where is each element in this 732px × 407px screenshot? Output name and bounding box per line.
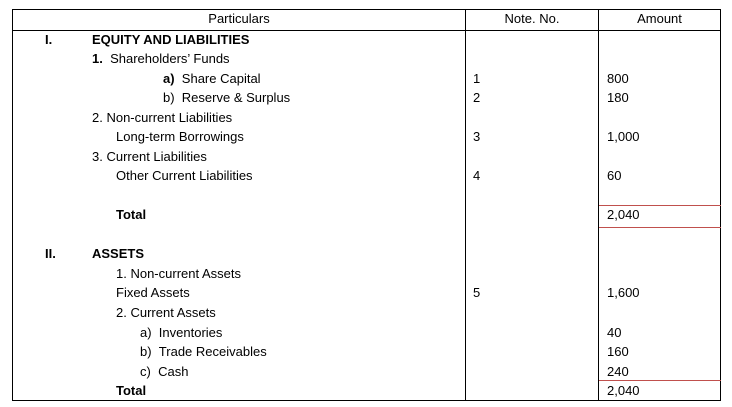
group-heading: 1. Non-current Assets [116, 266, 241, 281]
line-item-label: Other Current Liabilities [116, 168, 253, 183]
item-letter: b) [163, 90, 175, 105]
total-amount: 2,040 [607, 383, 640, 398]
line-item [140, 343, 267, 360]
total-amount: 2,040 [607, 207, 640, 222]
group-number: 1. [92, 51, 103, 66]
note-number: 4 [473, 168, 481, 183]
header-amount: Amount [637, 11, 682, 26]
group-label: Shareholders’ Funds [110, 51, 230, 66]
column-divider-note [465, 9, 466, 401]
item-letter: c) [140, 364, 151, 379]
section-roman-numeral: II. [45, 246, 56, 261]
section-roman-numeral: I. [45, 32, 53, 47]
item-label: Cash [158, 364, 189, 379]
table-left-border [12, 9, 13, 401]
header-particulars: Particulars [208, 11, 270, 26]
line-item [163, 70, 261, 87]
group-heading: 2. Current Assets [116, 305, 216, 320]
amount-value: 1,600 [607, 285, 640, 300]
total-label: Total [116, 383, 147, 398]
item-letter: b) [140, 344, 152, 359]
total-bottom-underline [599, 227, 721, 228]
item-label: Reserve & Surplus [181, 90, 291, 105]
amount-value: 180 [607, 90, 629, 105]
group-heading: 3. Current Liabilities [92, 149, 207, 164]
table-bottom-border [12, 400, 721, 401]
line-item [140, 324, 222, 341]
line-item [163, 89, 290, 106]
note-number: 2 [473, 90, 481, 105]
line-item [140, 363, 188, 380]
line-item-label: Long-term Borrowings [116, 129, 244, 144]
line-item-label: Fixed Assets [116, 285, 190, 300]
amount-value: 160 [607, 344, 629, 359]
item-label: Share Capital [181, 71, 261, 86]
group-heading [92, 50, 230, 67]
amount-value: 800 [607, 71, 629, 86]
amount-value: 240 [607, 364, 629, 379]
section-title: ASSETS [92, 246, 145, 261]
note-number: 1 [473, 71, 481, 86]
note-number: 3 [473, 129, 481, 144]
total-top-underline [599, 380, 721, 381]
item-letter: a) [163, 71, 175, 86]
amount-value: 40 [607, 325, 622, 340]
group-heading: 2. Non-current Liabilities [92, 110, 233, 125]
amount-value: 60 [607, 168, 622, 183]
item-letter: a) [140, 325, 152, 340]
header-note-no: Note. No. [504, 11, 560, 26]
total-label: Total [116, 207, 147, 222]
amount-value: 1,000 [607, 129, 640, 144]
section-title: EQUITY AND LIABILITIES [92, 32, 250, 47]
item-label: Trade Receivables [158, 344, 267, 359]
note-number: 5 [473, 285, 481, 300]
item-label: Inventories [158, 325, 223, 340]
